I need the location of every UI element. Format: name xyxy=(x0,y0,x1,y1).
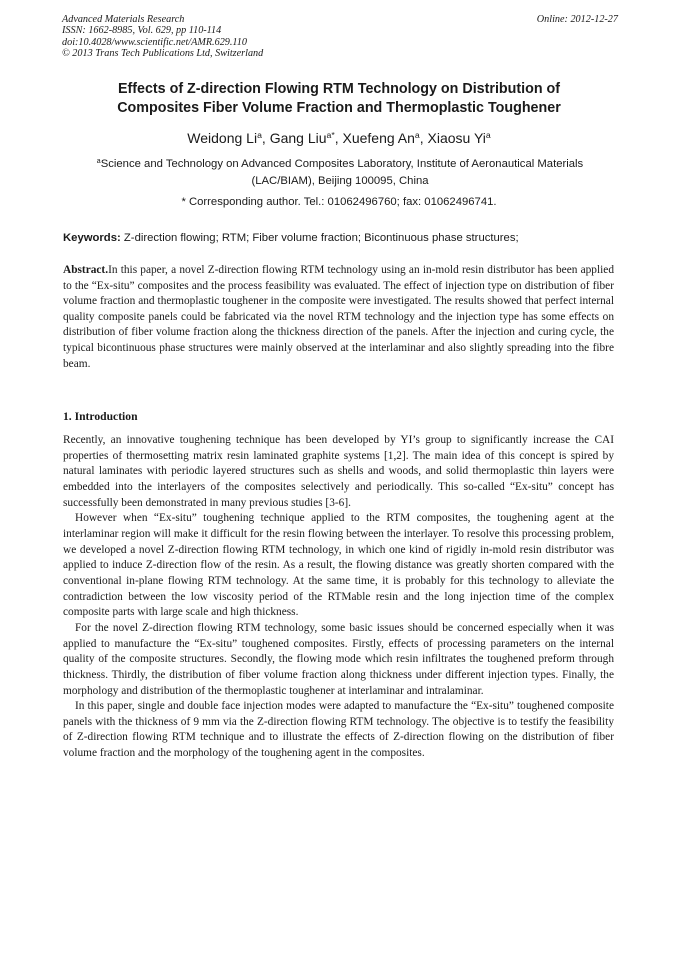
author-mark: a xyxy=(485,130,491,141)
journal-name: Advanced Materials Research xyxy=(62,14,185,25)
author-mark: a xyxy=(257,130,262,141)
author-name: Xiaosu Yi xyxy=(427,130,486,146)
author-separator: , xyxy=(419,130,428,146)
affiliation-line-1: Science and Technology on Advanced Composites Laboratory, Institute of Aeronautical Materials xyxy=(100,158,584,170)
paragraph: However when “Ex-situ” toughening technique applied to the RTM composites, the toughening agent at the interlaminar region will make it difficult for the resin flowing between the interlayer. To resolve this processing problem, we developed a novel Z-direction flowing RTM technology, in which one kind of rigidly in-mold resin distributor was applied to induce Z-direction flow of the resin. As a result, the flowing distance was greatly shorten compared with the conventional in-plane flowing RTM technology. At the same time, it is probably for this technology to alleviate the contradiction between the low viscosity period of the RTMable resin and the long injection time of the complex composite parts with large scale and high thickness. xyxy=(63,512,614,619)
paper-title xyxy=(50,80,628,118)
section-heading-introduction: 1. Introduction xyxy=(63,410,138,423)
author-name: Gang Liu xyxy=(269,130,327,146)
keywords-text: Z-direction flowing; RTM; Fiber volume fraction; Bicontinuous phase structures; xyxy=(120,232,519,244)
paragraph: For the novel Z-direction flowing RTM technology, some basic issues should be concerned especially when it was applied to manufacture the “Ex-situ” toughened composites. Firstly, effects of processing parameters on the internal quality of the composite structures. Secondly, the flowing mode which resin infiltrates the toughened preform through thickness. Thirdly, the distribution of fiber volume fraction along thickness under different injection types. Finally, the morphology and distribution of the thermoplastic toughener at interlaminar and intralaminar. xyxy=(63,621,614,697)
issn-line: ISSN: 1662-8985, Vol. 629, pp 110-114 xyxy=(62,25,222,37)
corresponding-author: * Corresponding author. Tel.: 01062496760; fax: 01062496741. xyxy=(181,196,497,208)
keywords-label: Keywords: xyxy=(63,232,121,244)
doi-line: doi:10.4028/www.scientific.net/AMR.629.110 xyxy=(62,36,247,48)
affiliation-line-2: (LAC/BIAM), Beijing 100095, China xyxy=(251,174,429,187)
abstract-label: Abstract. xyxy=(63,264,109,276)
online-date: Online: 2012-12-27 xyxy=(536,14,618,25)
paragraph: In this paper, single and double face injection modes were adapted to manufacture the “Ex-situ” toughened composite panels with the thickness of 9 mm via the Z-direction flowing RTM technology. The objective is to testify the feasibility of Z-direction flowing RTM technique and to illustrate the effects of Z-direction flowing on the distribution of fiber volume fraction and the morphology of the toughening agent in the composites. xyxy=(63,700,614,760)
paragraph: Recently, an innovative toughening technique has been developed by YI’s group to significantly increase the CAI properties of thermosetting matrix resin laminated graphite systems [1,2]. The main idea of this concept is spired by natural laminates with periodic layered structures such as shells and woods, and solid thermoplastic thin layers were embedded into the interlayers of the composites selectively and periodically. This so-called “Ex-situ” concept has successfully been demonstrated in many previous studies [3-6]. xyxy=(63,434,614,509)
title-line-2: Composites Fiber Volume Fraction and Thermoplastic Toughener xyxy=(117,100,561,116)
author-separator: , xyxy=(334,130,343,146)
author-list xyxy=(40,130,638,146)
abstract-text: In this paper, a novel Z-direction flowing RTM technology using an in-mold resin distributor has been applied to the “Ex-situ” composites and the process feasibility was evaluated. The effect of injection type on distribution of fiber volume fraction and thermoplastic toughener in the composite were investigated. The results showed that perfect internal quality composite panels could be fabricated via the novel RTM technology and the injection type has some effects on distribution of fiber volume fraction along the thickness direction of the panels. After the injection and curing cycle, the typical bicontinuous phase structures were mainly observed at the interlaminar and also slightly spreading into the fibre beam. xyxy=(63,264,614,370)
title-line-1: Effects of Z-direction Flowing RTM Technology on Distribution of xyxy=(117,81,561,97)
copyright-line: © 2013 Trans Tech Publications Ltd, Switzerland xyxy=(62,48,264,60)
keywords xyxy=(63,232,619,244)
author-separator: , xyxy=(261,130,270,146)
affiliation-mark: a xyxy=(96,158,101,166)
author-name: Weidong Li xyxy=(187,130,258,146)
author-mark: a xyxy=(414,130,420,141)
abstract xyxy=(63,263,614,372)
author-mark: a* xyxy=(326,130,335,141)
author-name: Xuefeng An xyxy=(342,130,415,146)
introduction-body xyxy=(63,433,614,762)
affiliation xyxy=(60,156,620,189)
journal-header xyxy=(62,14,263,60)
